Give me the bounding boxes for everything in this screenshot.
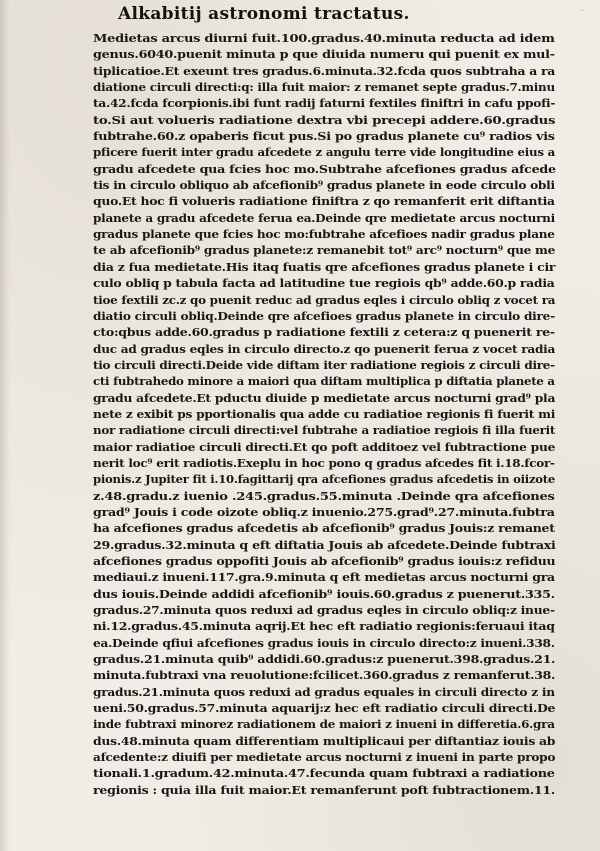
text-line: gradus.21.minuta quib⁹ addidi.60.gradus:z puenerut.398.gradus.21. (93, 652, 556, 667)
text-line: ha afcefiones gradus afcedetis ab afcefionib⁹ gradus Jouis:z remanet (93, 521, 555, 536)
text-line: tis in circulo obliquo ab afcefionib⁹ gradus planete in eode circulo obli (93, 178, 555, 193)
text-line: tionali.1.gradum.42.minuta.47.fecunda quam fubtraxi a radiatione (93, 766, 555, 781)
text-line: quo.Et hoc fi volueris radiatione finiftra z qo remanferit erit diftantia (93, 194, 555, 209)
text-line: gradus planete que fcies hoc mo:fubtrahe afcefioes nadir gradus plane (93, 227, 555, 242)
text-line: tio circuli directi.Deide vide diftam iter radiatione regiois z circuli dire- (93, 357, 555, 372)
text-line: gradu afcedete.Et pductu diuide p medietate arcus nocturni grad⁹ pla (93, 390, 556, 405)
text-line: diatio circuli obliq.Deinde qre afcefioes gradus planete in circulo dire- (93, 308, 555, 323)
text-line: afcedente:z diuifi per medietate arcus nocturni z inueni in parte propo (93, 750, 556, 765)
text-line: regionis : quia illa fuit maior.Et remanferunt poft fubtractionem.11. (93, 782, 555, 797)
text-line: dus.48.minuta quam differentiam multiplicaui per diftantiaz iouis ab (93, 733, 556, 748)
text-line: pionis.z Jupiter fit i.10.fagittarij qra afcefiones gradus afcedetis in oiizote (93, 472, 556, 487)
text-line: cto:qbus adde.60.gradus p radiatione fextili z cetera:z q puenerit re- (93, 325, 555, 340)
text-line: inde fubtraxi minorez radiationem de maiori z inueni in differetia.6.gra (93, 717, 555, 732)
text-line: minuta.fubtraxi vna reuolutione:fcilicet.360.gradus z remanferut.38. (93, 668, 556, 683)
text-line: genus.6040.puenit minuta p que diuida numeru qui puenit ex mul- (93, 47, 555, 62)
text-line: 29.gradus.32.minuta q eft diftatia Jouis ab afcedete.Deinde fubtraxi (93, 537, 556, 552)
text-line: dus iouis.Deinde addidi afcefionib⁹ iouis.60.gradus z puenerut.335. (93, 586, 555, 601)
text-line: ueni.50.gradus.57.minuta aquarij:z hec eft radiatio circuli directi.De (93, 701, 556, 716)
text-line: gradus.21.minuta quos reduxi ad gradus equales in circuli directo z in (93, 684, 555, 699)
text-line: duc ad gradus eqles in circulo directo.z qo puenerit ferua z vocet radia (93, 341, 556, 356)
text-line: planete a gradu afcedete ferua ea.Deinde qre medietate arcus nocturni (93, 210, 555, 225)
text-line: gradus.27.minuta quos reduxi ad gradus eqles in circulo obliq:z inue- (93, 603, 555, 618)
text-line: diatione circuli directi:q: illa fuit maior: z remanet septe gradus.7.minu (93, 80, 555, 95)
page-mark: · (580, 6, 584, 17)
text-line: nerit loc⁹ erit radiotis.Exeplu in hoc pono q gradus afcedes fit i.18.fcor- (93, 455, 555, 470)
text-line: ni.12.gradus.45.minuta aqrij.Et hec eft radiatio regionis:feruaui itaq (93, 619, 555, 634)
text-line: tioe fextili zc.z qo puenit reduc ad gradus eqles i circulo obliq z vocet ra (93, 292, 556, 307)
text-line: grad⁹ Jouis i code oizote obliq.z inuenio.275.grad⁹.27.minuta.fubtra (93, 504, 555, 519)
text-line: dia z fua medietate.His itaq fuatis qre afcefiones gradus planete i cir (93, 259, 556, 274)
page-gutter-shadow (0, 0, 10, 851)
text-line: Medietas arcus diurni fuit.100.gradus.40.minuta reducta ad idem (93, 31, 555, 45)
text-line: cti fubtrahedo minore a maiori qua diftam multiplica p diftatia planete a (93, 374, 555, 389)
text-line: tiplicatioe.Et exeunt tres gradus.6.minuta.32.fcda quos subtraha a ra (93, 63, 556, 78)
text-line: mediaui.z inueni.117.gra.9.minuta q eft medietas arcus nocturni gra (93, 570, 555, 585)
text-line: culo obliq p tabula facta ad latitudine tue regiois qb⁹ adde.60.p radia (93, 276, 555, 291)
text-line: pficere fuerit inter gradu afcedete z angulu terre vide longitudine eius a (93, 145, 555, 160)
text-line: nor radiatione circuli directi:vel fubtrahe a radiatioe regiois fi illa fuerit (93, 423, 556, 438)
text-line: gradu afcedete qua fcies hoc mo.Subtrahe afcefiones gradus afcede (93, 161, 556, 176)
text-line: nete z exibit ps pportionalis qua adde cu radiatioe regionis fi fuerit mi (93, 406, 556, 421)
text-line: te ab afcefionib⁹ gradus planete:z remanebit tot⁹ arc⁹ nocturn⁹ que me (93, 243, 556, 258)
text-line: afcefiones gradus oppofiti Jouis ab afcefionib⁹ gradus iouis:z refiduu (93, 554, 556, 568)
text-line: maior radiatioe circuli directi.Et qo poft additoez vel fubtractione pue (93, 439, 556, 454)
text-line: to.Si aut volueris radiatione dextra vbi precepi addere.60.gradus (93, 112, 556, 127)
text-line: fubtrahe.60.z opaberis ficut pus.Si po gradus planete cu⁹ radios vis (93, 129, 555, 144)
text-line: ea.Deinde qfiui afcefiones gradus iouis in circulo directo:z inueni.338. (93, 635, 555, 650)
running-title: Alkabitij astronomi tractatus. (118, 4, 410, 24)
text-line: ta.42.fcda fcorpionis.ibi funt radij faturni fextiles finiftri in cafu ppofi- (93, 96, 556, 111)
text-line: z.48.gradu.z iuenio .245.gradus.55.minuta .Deinde qra afcefiones (93, 488, 555, 503)
text-column (93, 30, 559, 798)
